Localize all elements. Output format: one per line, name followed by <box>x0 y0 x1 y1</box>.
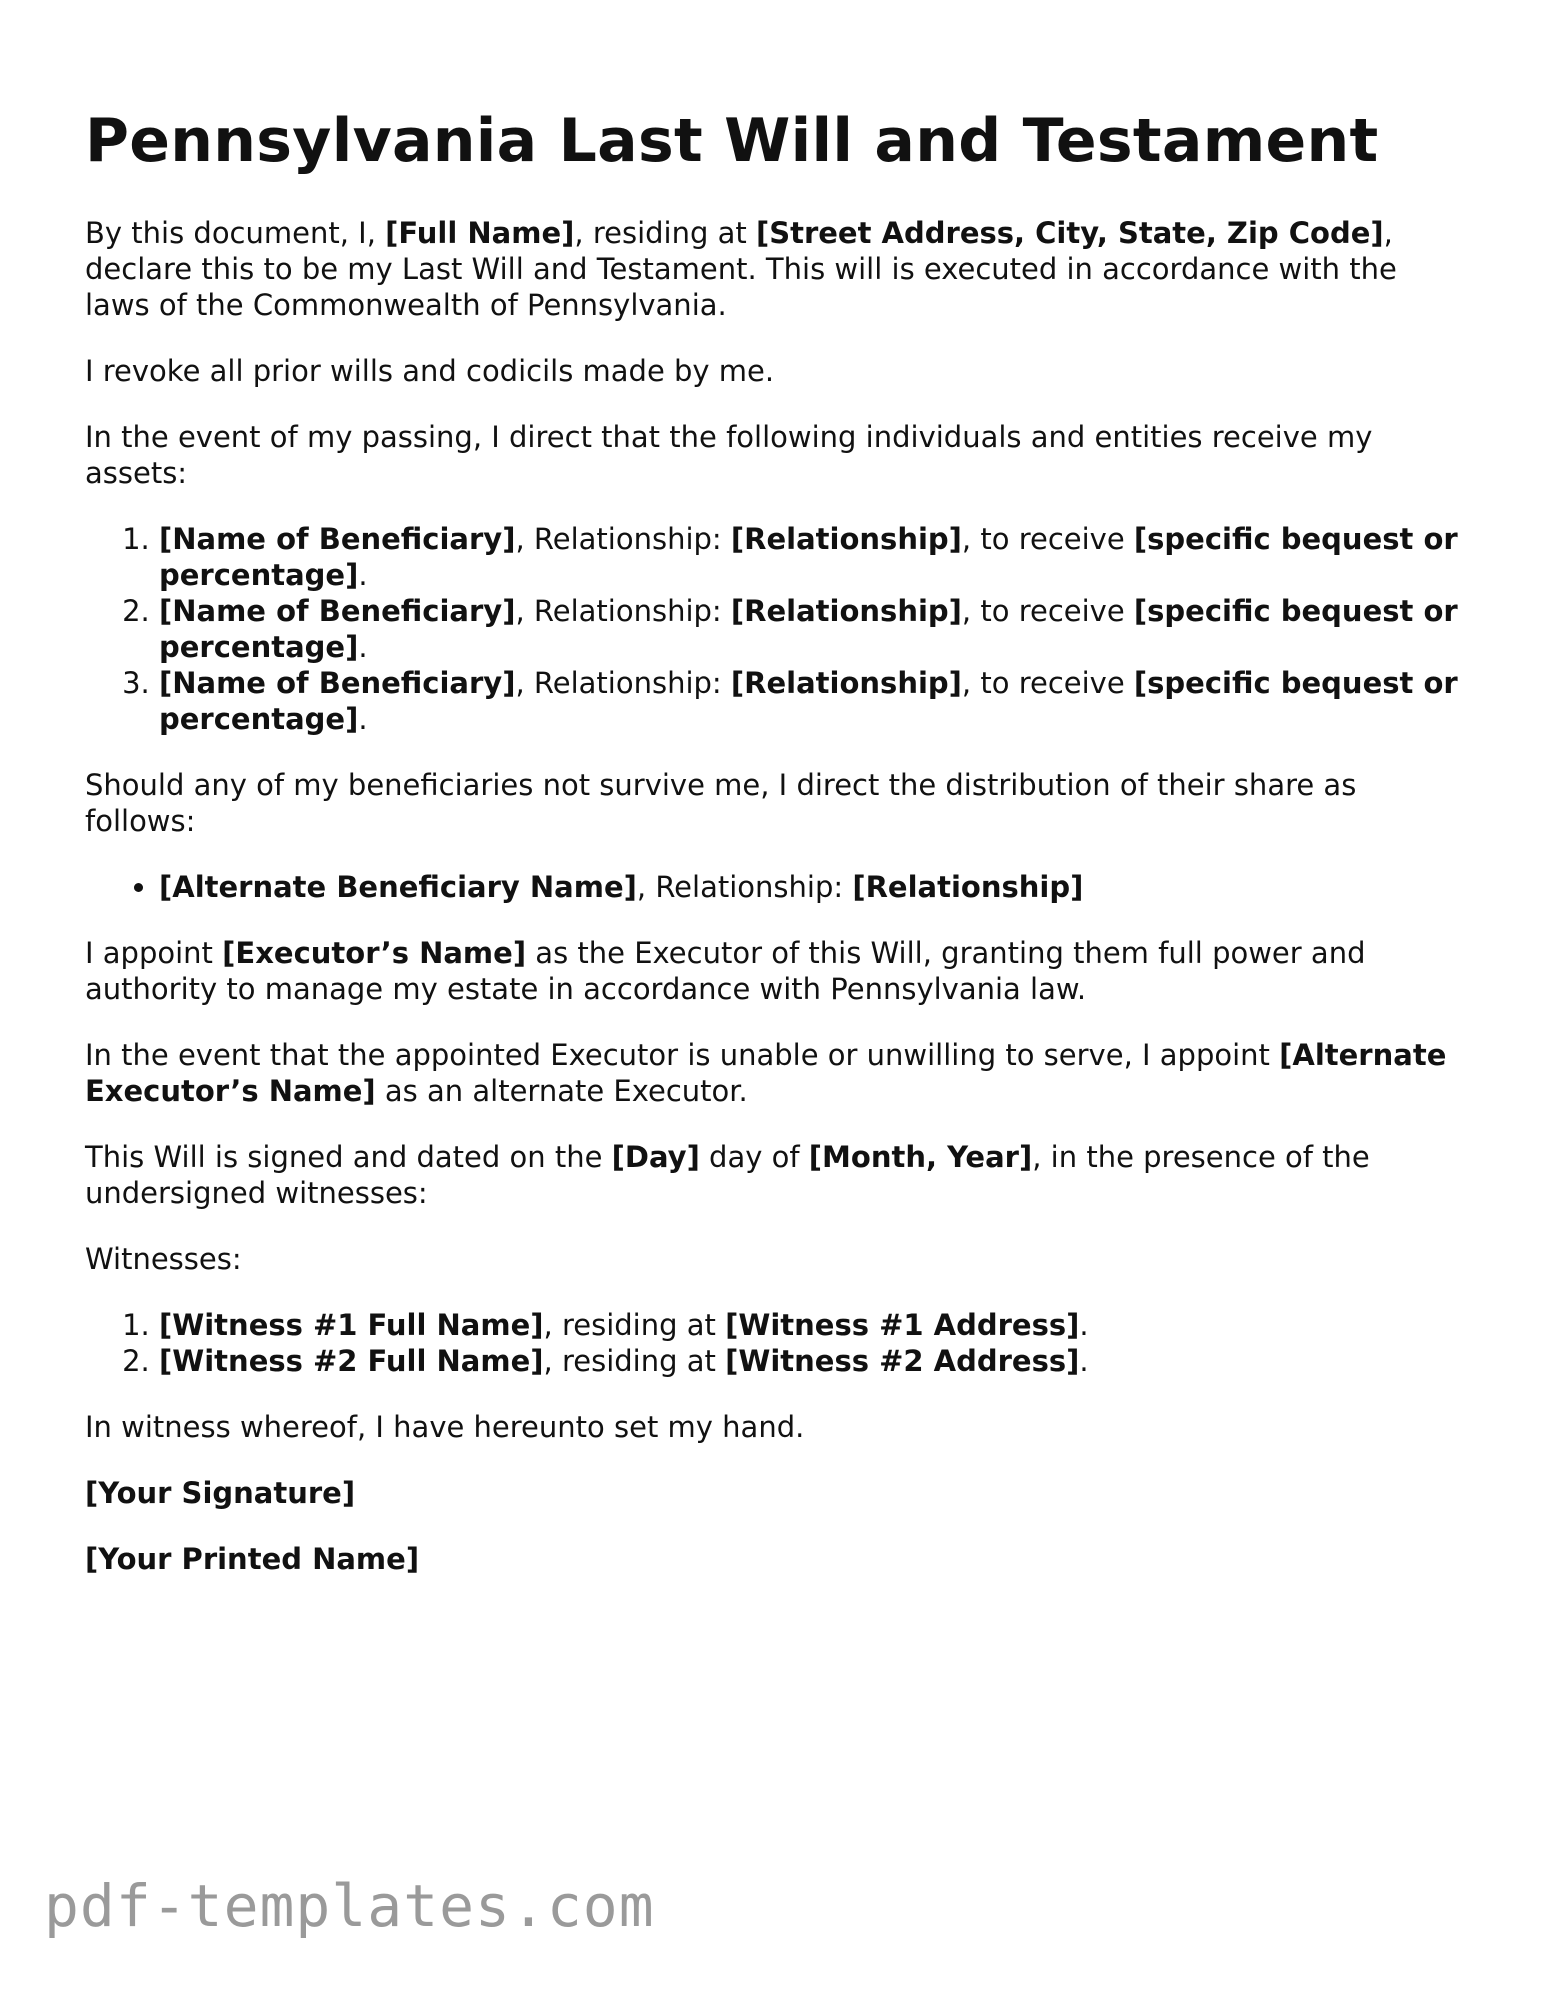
beneficiary-name: [Name of Beneficiary] <box>159 666 516 700</box>
signed-text-3: , in the presence of the undersigned witnesses: <box>85 1140 1370 1210</box>
receive-label: , to receive <box>961 522 1134 556</box>
witnesses-label: Witnesses: <box>85 1242 242 1276</box>
sentence-end: . <box>358 630 368 664</box>
beneficiary-bequest: [specific bequest or percentage] <box>159 522 1458 592</box>
address-placeholder: [Street Address, City, State, Zip Code] <box>755 216 1384 250</box>
executor-text-2: as the Executor of this Will, granting them full power and authority to manage my estate in accordance with Pennsylvania law. <box>85 936 1366 1006</box>
beneficiary-bequest: [specific bequest or percentage] <box>159 594 1458 664</box>
printed-name-placeholder <box>85 1541 1465 1577</box>
revoke-paragraph: I revoke all prior wills and codicils made by me. <box>85 354 775 388</box>
witness-address: [Witness #1 Address] <box>725 1308 1080 1342</box>
witness-name: [Witness #2 Full Name] <box>159 1344 544 1378</box>
document-page <box>85 105 1465 1607</box>
beneficiary-item <box>159 665 1465 737</box>
beneficiary-item <box>159 593 1465 665</box>
alternate-beneficiary-item <box>159 869 1465 905</box>
alternate-relationship: [Relationship] <box>852 870 1084 904</box>
sentence-end: . <box>358 702 368 736</box>
assets-intro-paragraph: In the event of my passing, I direct that the following individuals and entities receive my assets: <box>85 420 1373 490</box>
printed-name-text: [Your Printed Name] <box>85 1542 420 1576</box>
signed-text-2: day of <box>699 1140 809 1174</box>
watermark: pdf-templates.com <box>44 1872 655 1940</box>
beneficiary-relationship: [Relationship] <box>730 522 962 556</box>
beneficiary-name: [Name of Beneficiary] <box>159 594 516 628</box>
relationship-label: , Relationship: <box>636 870 853 904</box>
sentence-end: . <box>1079 1308 1089 1342</box>
intro-text-2: , residing at <box>574 216 756 250</box>
alternate-beneficiary-name: [Alternate Beneficiary Name] <box>159 870 637 904</box>
relationship-label: , Relationship: <box>515 594 731 628</box>
full-name-placeholder: [Full Name] <box>385 216 575 250</box>
beneficiary-name: [Name of Beneficiary] <box>159 522 516 556</box>
alternate-executor-name-placeholder: [Alternate Executor’s Name] <box>85 1038 1447 1108</box>
relationship-label: , Relationship: <box>515 666 731 700</box>
executor-name-placeholder: [Executor’s Name] <box>222 936 527 970</box>
alternate-beneficiary-list <box>85 869 1465 905</box>
survive-intro-paragraph: Should any of my beneficiaries not survive me, I direct the distribution of their share as follows: <box>85 768 1357 838</box>
receive-label: , to receive <box>961 666 1134 700</box>
relationship-label: , Relationship: <box>515 522 731 556</box>
intro-text-1: By this document, I, <box>85 216 386 250</box>
witness-list <box>85 1307 1465 1379</box>
sentence-end: . <box>1079 1344 1089 1378</box>
witness-address: [Witness #2 Address] <box>725 1344 1080 1378</box>
intro-text-3: , declare this to be my Last Will and Testament. This will is executed in accordance with the laws of the Commonwealth of Pennsylvania. <box>85 216 1397 322</box>
residing-label: , residing at <box>543 1308 726 1342</box>
beneficiary-relationship: [Relationship] <box>730 594 962 628</box>
alt-executor-text-2: as an alternate Executor. <box>375 1074 748 1108</box>
intro-paragraph <box>85 215 1465 323</box>
alternate-executor-paragraph <box>85 1037 1465 1109</box>
receive-label: , to receive <box>961 594 1134 628</box>
signed-paragraph <box>85 1139 1465 1211</box>
sentence-end: . <box>358 558 368 592</box>
signature-placeholder <box>85 1475 1465 1511</box>
alt-executor-text-1: In the event that the appointed Executor is unable or unwilling to serve, I appoint <box>85 1038 1280 1072</box>
beneficiary-list <box>85 521 1465 737</box>
beneficiary-item <box>159 521 1465 593</box>
witness-name: [Witness #1 Full Name] <box>159 1308 544 1342</box>
executor-text-1: I appoint <box>85 936 223 970</box>
signed-text-1: This Will is signed and dated on the <box>85 1140 612 1174</box>
executor-paragraph <box>85 935 1465 1007</box>
closing-paragraph: In witness whereof, I have hereunto set my hand. <box>85 1410 805 1444</box>
signature-text: [Your Signature] <box>85 1476 356 1510</box>
beneficiary-bequest: [specific bequest or percentage] <box>159 666 1458 736</box>
document-title: Pennsylvania Last Will and Testament <box>85 106 1379 176</box>
witness-item <box>159 1307 1465 1343</box>
beneficiary-relationship: [Relationship] <box>730 666 962 700</box>
day-placeholder: [Day] <box>611 1140 700 1174</box>
witness-item <box>159 1343 1465 1379</box>
month-year-placeholder: [Month, Year] <box>808 1140 1033 1174</box>
residing-label: , residing at <box>543 1344 726 1378</box>
